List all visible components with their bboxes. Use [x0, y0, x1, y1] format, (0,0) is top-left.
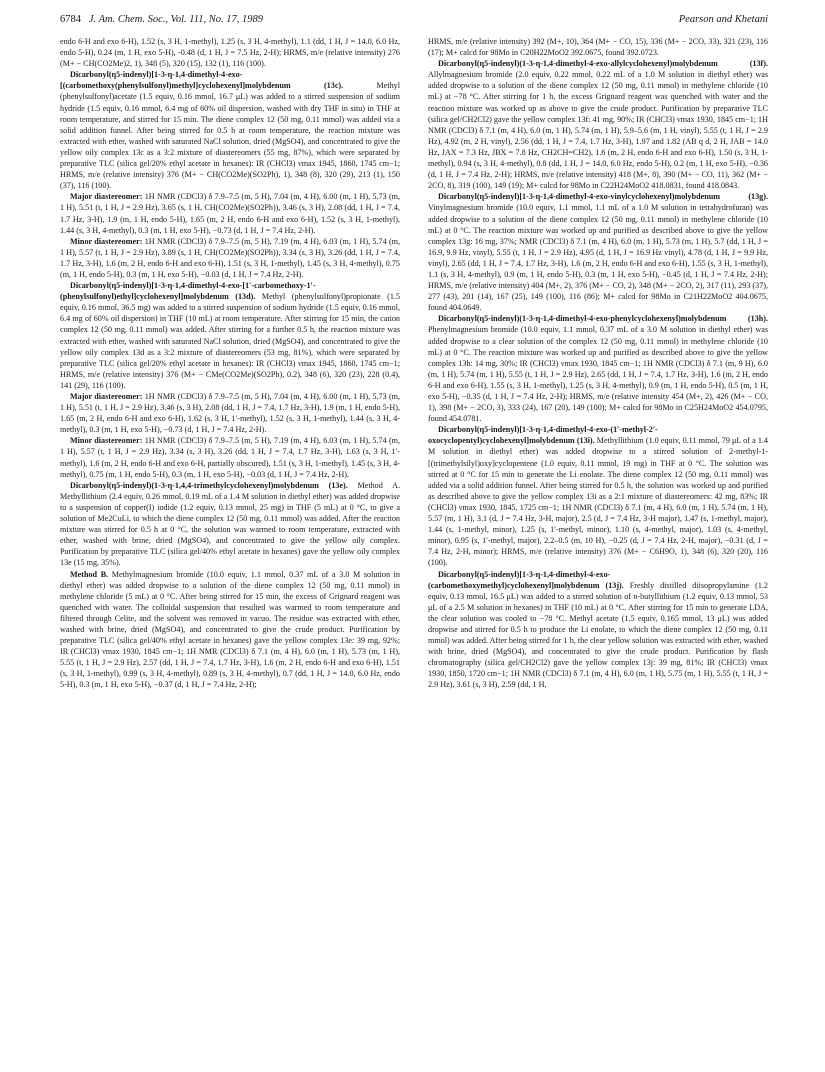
compound-title: Dicarbonyl(η5-indenyl)[1-3-η-1,4-dimethyl-4-exo-(carbomethoxymethyl)cyclohexenyl]molybdenum (13j).	[428, 569, 624, 590]
paragraph-body: 1H NMR (CDCl3) δ 7.9–7.5 (m, 5 H), 7.04 (m, 4 H), 6.00 (m, 1 H), 5.73 (m, 1 H), 5.51 (t, 1 H, J = 2.9 Hz), 3.46 (s, 3 H), 2.08 (dd, 1 H, J = 7.4, 1.7 Hz, 3-H), 1.9 (m, 1 H, endo 5-H), 1.65 (m, 2 H, endo 6-H and exo 6-H), 1.62 (s, 3 H, 1′-methyl), 1.52 (s, 3 H, 1-methyl), 1.44 (s, 3 H, 4-methyl), 0.3 (m, 1 H, exo 5-H), −0.73 (d, 1 H, J = 7.4 Hz, 2-H).	[60, 392, 400, 435]
paragraph-label: Major diastereomer:	[70, 392, 143, 401]
paragraph	[428, 424, 768, 568]
compound-title: Dicarbonyl(η5-indenyl)(1-3-η-1,4,4-trimethylcyclohexenyl)molybdenum (13e).	[70, 480, 348, 490]
paragraph-body: Phenylmagnesium bromide (10.0 equiv, 1.1 mmol, 0.37 mL of a 3.0 M solution in diethyl ether) was added dropwise to a clear solution of the complex 12 (50 mg, 0.11 mmol) in methylene chloride (10 mL) at 0 °C. The reaction mixture was worked up and purified as described above to give the yellow complex 13h: 14 mg, 30%; IR (CHCl3) νmax 1930, 1845 cm−1; 1H NMR (CDCl3) δ 7.1 (m, 9 H), 6.0 (m, 1 H), 5.74 (m, 1 H), 5.55 (t, 1 H, J = 2.9 Hz), 2.65 (dd, 1 H, J = 7.4, 1.7 Hz, 3-H), 1.6 (m, 2 H, endo 6-H and exo 6-H), 1.55 (s, 3 H, 1-methyl), 1.25 (s, 3 H, 4-methyl), 0.9 (m, 1 H, endo 5-H), 0.5 (m, 1 H, exo 5-H), −0.35 (d, 1 H, J = 7.4 Hz, 2-H); HRMS, m/e (relative intensity 454 (M+, 2), 426 (M+ − CO, 1), 398 (M+ − 2CO, 3), 333 (24), 167 (20), 149 (100); M+ calcd for 98Mo in C25H24MoO2 454.0795, found 454.0781.	[428, 325, 768, 424]
paragraph-body: Freshly distilled diisopropylamine (1.2 equiv, 0.13 mmol, 16.5 μL) was added to a stirred solution of n-butyllithium (1.2 equiv, 0.13 mmol, 53 μL of a 2.5 M solution in hexanes) in THF (10 mL) at 0 °C. After stirring for 15 min to generate LDA, the clear solution was cooled to −78 °C. Methyl acetate (1.5 equiv, 0.165 mmol, 13 μL) was added dropwise and stirred for 0.5 h to produce the Li enolate, to which the diene complex 12 (50 mg, 0.11 mmol) was added. After being stirred for 1 h, the clear yellow solution was extracted with ether, washed with brine, dried (MgSO4), and concentrated to give the crude product. Purification by flash chromatography (silica gel/CH2Cl2) gave the yellow complex 13j: 39 mg, 81%; IR (CHCl3) νmax 1930, 1850, 1720 cm−1; 1H NMR (CDCl3) δ 7.1 (m, 4 H), 6.0 (m, 1 H), 5.75 (m, 1 H), 5.55 (t, 1 H, J = 2.9 Hz), 3.61 (s, 3 H), 2.59 (dd, 1 H,	[428, 580, 768, 690]
paragraph	[60, 569, 400, 691]
paragraph	[428, 191, 768, 313]
running-header	[60, 14, 768, 32]
compound-title: Dicarbonyl(η5-indenyl)[1-3-η-1,4-dimethyl-4-exo-[(carbomethoxy(phenylsulfonyl)methyl]cyclohexenyl]molybdenum (13c).	[60, 70, 344, 91]
header-left	[60, 14, 263, 25]
paragraph-body: Allylmagnesium bromide (2.0 equiv, 0.22 mmol, 0.22 mL of a 1.0 M solution in diethyl ether) was added dropwise to a solution of the diene complex 12 (50 mg, 0.11 mmol) in methylene chloride (10 mL) at −78 °C. After stirring for 1 h, the excess Grignard reagent was quenched with water and the reaction mixture was worked up as above to give the crude product. Purification by preparative TLC (silica gel/CH2Cl2) gave the yellow complex 13f: 41 mg, 90%; IR (CHCl3) νmax 1930, 1845 cm−1; 1H NMR (CDCl3) δ 7.1 (m, 4 H), 6.0 (m, 1 H), 5.74 (m, 1 H), 5.9–5.6 (m, 1 H, vinyl), 5.55 (t, 1 H, J = 2.9 Hz), 4.92 (m, 2 H, vinyl), 2.56 (dd, 1 H, J = 7.4, 1.7 Hz, 3-H), 1.97 and 1.82 (AB q d, 2 H, JAB = 14.0 Hz, JAX = 7.3 Hz, JBX = 7.8 Hz, CH2CH=CH2), 1.6 (m, 2 H, endo 6-H and exo 6-H), 1.50 (s, 3 H, 1-methyl), 0.94 (s, 3 H, 4-methyl), 0.8 (dd, 1 H, J = 14.0, 6.0 Hz, endo 5-H), 0.2 (m, 1 H, exo 5-H), −0.36 (d, 1 H, J = 7.4 Hz, 2-H); HRMS, m/e (relative intensity) 418 (M+, 8), 390 (M+ − CO, 11), 362 (M+ − 2CO, 8), 319 (100), 149 (19); M+ calcd for 98Mo in C22H24MoO2 418.0831, found 418.0843.	[428, 70, 768, 191]
paragraph-body: Methyl (phenylsulfonyl)propionate (1.5 equiv, 0.16 mmol, 36.5 mg) was added to a stirred suspension of sodium hydride (1.5 equiv, 0.16 mmol, 6.4 mg of 60% oil dispersion) in THF (10 mL) at room temperature. After stirring for 15 min, the cation complex 12 (50 mg, 0.11 mmol) was added. After stirring for a further 0.5 h, the reaction mixture was extracted with ether, washed with saturated NaCl solution, dried (MgSO4), and concentrated to give the yellow oily complex 13d as a 3:2 mixture of diastereomers (53 mg, 81%), which were separated by preparative TLC (silica gel/20% ethyl acetate in hexanes): IR (CHCl3) νmax 1945, 1860, 1745 cm−1; HRMS, m/e (relative intensity) 376 (M+ − CMe(CO2Me)(SO2Ph), 0.2), 348 (6), 320 (23), 228 (0.4), 141 (29), 116 (100).	[60, 292, 400, 390]
paragraph	[60, 280, 400, 391]
paragraph-label: Method B.	[70, 569, 109, 579]
compound-title: Dicarbonyl(η5-indenyl)[1-3-η-1,4-dimethyl-4-exo-vinylcyclohexenyl)molybdenum (13g).	[438, 192, 768, 202]
paragraph	[60, 36, 400, 69]
paragraph	[60, 435, 400, 479]
compound-title: Dicarbonyl(η5-indenyl)(1-3-η-1,4-dimethyl-4-exo-allylcyclohexenyl)molybdenum (13f).	[438, 59, 768, 69]
page-number: 6784	[60, 14, 81, 25]
right-column	[428, 36, 768, 1051]
paragraph-body: Vinylmagnesium bromide (10.0 equiv, 1.1 mmol, 1.1 mL of a 1.0 M solution in tetrahydrofuran) was added dropwise to a solution of the diene complex 12 (50 mg, 0.11 mmol) in methylene chloride (10 mL) at 0 °C. The reaction mixture was worked up and purified as described above to give the yellow complex 13g: 16 mg, 37%; NMR (CDCl3) δ 7.1 (m, 4 H), 6.0 (m, 1 H), 5.73 (m, 1 H), 5.7 (dd, 1 H, J = 16.9, 9.9 Hz, vinyl), 5.55 (t, 1 H, J = 2.9 Hz), 4.95 (d, 1 H, J = 16.9 Hz vinyl), 4.78 (d, 1 H, J = 9.9 Hz, vinyl), 2.65 (dd, 1 H, J = 7.4, 1.7 Hz, 3-H), 1.6 (m, 2 H, endo 6-H and exo 6-H), 1.55 (s, 3 H, 1-methyl), 1.1 (s, 3 H, 4-methyl), 0.9 (m, 1 H, endo 5-H), 0.3 (m, 1 H, exo 5-H), −0.45 (d, 1 H, J = 7.4 Hz, 2-H); HRMS, m/e (relative intensity) 404 (M+, 2), 376 (M+ − CO, 2), 348 (M+ − 2CO, 2), 317 (11), 293 (37), 277 (43), 201 (14), 167 (25), 149 (100), 116 (86); M+ calcd for 98Mo in C21H22MoO2 404.0675, found 404.0649.	[428, 203, 768, 313]
paragraph-body: HRMS, m/e (relative intensity) 392 (M+, 10), 364 (M+ − CO, 15), 336 (M+ − 2CO, 33), 321 (23), 116 (17); M+ calcd for 98Mo in C20H22MoO2 392.0675, found 392.0723.	[428, 37, 768, 58]
paragraph-body: Methyl (phenylsulfonyl)acetate (1.5 equiv, 0.16 mmol, 16.7 μL) was added to a stirred suspension of sodium hydride (1.5 equiv, 0.16 mmol, 6.4 mg of 60% oil dispersion, washed with dry THF in situ) in THF at room temperature, and stirred for 15 min. The diene complex 12 (50 mg, 0.11 mmol) was added via a solid addition funnel. After being stirred for 0.5 h at room temperature, the reaction mixture was extracted with ether, washed with saturated NaCl solution, dried (MgSO4), and concentrated to give the yellow oily complex 13c as a 3:2 mixture of diastereomers (55 mg, 87%), which were separated by preparative TLC (silica gel/20% ethyl acetate in hexanes): IR (CHCl3) νmax 1945, 1860, 1745 cm−1; HRMS, m/e (relative intensity) 376 (M+ − CH(CO2Me)(SO2Ph), 1), 348 (8), 320 (29), 213 (1), 150 (37), 116 (100).	[60, 81, 400, 191]
paragraph-body: Methyllithium (1.0 equiv, 0.11 mmol, 79 μL of a 1.4 M solution in diethyl ether) was added dropwise to a stirred solution of 2-methyl-1-[(trimethylsilyl)oxy]cyclopentene (1.0 equiv, 0.11 mmol, 19 mg) in THF at 0 °C. The solution was stirred at 0 °C for 15 min to generate the Li enolate. The diene complex 12 (50 mg, 0.11 mmol) was added via a solid addition funnel. After being stirred for 0.5 h, the solution was worked up and purified as described above to give the yellow complex 13i as a 2:1 mixture of diastereomers: 42 mg, 83%; IR (CHCl3) νmax 1930, 1845, 1725 cm−1; 1H NMR (CDCl3) δ 7.1 (m, 4 H), 6.0 (m, 1 H), 5.74 (m, 1 H), 5.57 (m, 1 H), 3.1 (d, J = 7.4 Hz, 3-H, major), 2.5 (d, J = 7.4 Hz, 3-H major), 1.47 (s, 1-methyl, major), 1.44 (s, 1-methyl, minor), 1.25 (s, 1′-methyl, minor), 1.10 (s, 4-methyl, major), 1.03 (s, 4-methyl, minor), 0.95 (s, 1′-methyl, major), 2.2–0.5 (m, 10 H), −0.25 (d, J = 7.4 Hz, 2-H, major), −0.31 (d, J = 7.4 Hz, 2-H, minor); HRMS, m/e (relative intensity) 376 (M+ − C6H9O, 1), 348 (6), 320 (20), 116 (100).	[428, 436, 768, 568]
compound-title: Dicarbonyl(η5-indenyl)[1-3-η-1,4-dimethyl-4-exo-[1′-carbomethoxy-1′-(phenylsulfonyl)ethyl]cyclohexenyl]molybdenum (13d).	[60, 281, 316, 302]
paragraph	[428, 58, 768, 191]
paragraph-label: Major diastereomer:	[70, 192, 143, 202]
paragraph-body: 1H NMR (CDCl3) δ 7.9–7.5 (m, 5 H), 7.19 (m, 4 H), 6.03 (m, 1 H), 5.74 (m, 1 H), 5.57 (t, 1 H, J = 2.9 Hz), 3.89 (s, 1 H, CH(CO2Me)(SO2Ph)), 3.34 (s, 3 H), 3.26 (dd, 1 H, J = 7.4, 1.7 Hz, 3-H), 1.6 (m, 2 H, endo 6-H and exo 6-H), 1.51 (s, 3 H, 1-methyl), 1.45 (s, 3 H, 4-methyl), 0.75 (m, 1 H, endo 5-H), 0.3 (m, 1 H, exo 5-H), −0.03 (d, 1 H, J = 7.4 Hz, 2-H).	[60, 236, 400, 279]
paragraph	[60, 391, 400, 435]
paragraph-label: Minor diastereomer:	[70, 436, 143, 446]
paragraph	[60, 69, 400, 191]
paragraph-label: Minor diastereomer:	[70, 236, 143, 246]
author-names: Pearson and Khetani	[678, 14, 768, 25]
compound-title: Dicarbonyl(η5-indenyl)(1-3-η-1,4-dimethyl-4-exo-phenylcyclohexenyl)molybdenum (13h).	[438, 314, 768, 324]
paragraph	[60, 480, 400, 569]
paragraph	[60, 236, 400, 280]
paragraph-body: 1H NMR (CDCl3) δ 7.9–7.5 (m, 5 H), 7.04 (m, 4 H), 6.00 (m, 1 H), 5.73 (m, 1 H), 5.51 (t, 1 H, J = 2.9 Hz), 3.65 (s, 1 H, CH(CO2Me)(SO2Ph)), 3.46 (s, 3 H), 2.08 (dd, 1 H, J = 7.4, 1.7 Hz, 3-H), 1.9 (m, 1 H, endo 5-H), 1.65 (m, 2 H, endo 6-H and exo 6-H), 1.52 (s, 3 H, 1-methyl), 1.44 (s, 3 H, 4-methyl), 0.3 (m, 1 H, exo 5-H), −0.73 (d, 1 H, J = 7.4 Hz, 2-H).	[60, 192, 400, 235]
left-column	[60, 36, 400, 1051]
paragraph-body: endo 6-H and exo 6-H), 1.52 (s, 3 H, 1-methyl), 1.25 (s, 3 H, 4-methyl), 1.1 (dd, 1 H, J = 14.0, 6.0 Hz, endo 5-H), 0.24 (m, 1 H, exo 5-H), -0.48 (d, 1 H, J = 7.5 Hz, 2-H); HRMS, m/e (relative intensity) 276 (M+ − CH(CO2Me)2, 1), 348 (5), 320 (15), 132 (1), 116 (100).	[60, 37, 400, 69]
paragraph-body: Methylmagnesium bromide (10.0 equiv, 1.1 mmol, 0.37 mL of a 3.0 M solution in diethyl ether) was added dropwise to a solution of the diene complex 12 (50 mg, 0.11 mmol) in methylene chloride (5 mL) at 0 °C. After being stirred for 15 min, the excess of Grignard reagent was quenched with water. The colloidal suspension that resulted was warmed to room temperature and filtered through Celite, and the solvent was removed in vacuo. The residue was extracted with ether, washed with brine, dried (MgSO4), and concentrated to give the crude product. Purification by preparative TLC (silica gel/40% ethyl acetate in hexanes) gave the yellow complex 13e: 39 mg, 92%; IR (CHCl3) νmax 1930, 1845 cm−1; 1H NMR (CDCl3) δ 7.1 (m, 4 H), 6.0 (m, 1 H), 5.73 (m, 1 H), 5.55 (t, 1 H, J = 2.9 Hz), 2.57 (dd, 1 H, J = 7.4, 1.7 Hz, 3-H), 1.6 (m, 2 H, endo 6-H and exo 6-H), 1.51 (s, 3 H, 1-methyl), 0.99 (s, 3 H, 4-methyl), 0.89 (s, 3 H, 4-methyl), 0.7 (dd, 1 H, J = 14.0, 6.0 Hz, endo 5-H), 0.3 (m, 1 H, exo 5-H), −0.37 (d, 1 H, J = 7.4 Hz, 2-H);	[60, 569, 400, 690]
paragraph-body: Method A. Methyllithium (2.4 equiv, 0.26 mmol, 0.19 mL of a 1.4 M solution in diethyl ether) was added dropwise to a suspension of copper(I) iodide (1.2 equiv, 0.13 mmol, 25 mg) in THF (5 mL) at 0 °C, to give a solution of Me2CuLi, to which the diene complex 12 (50 mg, 0.11 mmol) was added. After the reaction mixture was stirred for 0.5 h at 0 °C, the solution was warmed to room temperature, extracted with ether, washed with brine, dried (MgSO4), and concentrated to give the yellow oily complex. Purification by preparative TLC (silica gel/40% ethyl acetate in hexanes) gave the yellow oily complex 13e (15 mg, 35%).	[60, 480, 400, 568]
paragraph	[428, 36, 768, 58]
journal-citation: J. Am. Chem. Soc., Vol. 111, No. 17, 1989	[88, 14, 263, 25]
paragraph	[60, 191, 400, 235]
paragraph	[428, 569, 768, 691]
paragraph	[428, 313, 768, 424]
paragraph-body: 1H NMR (CDCl3) δ 7.9–7.5 (m, 5 H), 7.19 (m, 4 H), 6.03 (m, 1 H), 5.74 (m, 1 H), 5.57 (t, 1 H, J = 2.9 Hz), 3.34 (s, 3 H), 3.26 (dd, 1 H, J = 7.4, 1.7 Hz, 3-H), 1.63 (s, 3 H, 1′-methyl), 1.6 (m, 2 H, endo 6-H and exo 6-H, partially obscured), 1.51 (s, 3 H, 1-methyl), 1.45 (s, 3 H, 4-methyl), 0.75 (m, 1 H, endo 5-H), 0.3 (m, 1 H, exo 5-H), −0.03 (d, 1 H, J = 7.4 Hz, 2-H).	[60, 436, 400, 479]
compound-title: Dicarbonyl(η5-indenyl)[1-3-η-1,4-dimethyl-4-exo-(1′-methyl-2′-oxocyclopentyl)cyclohexenyl]molybdenum (13i).	[428, 425, 658, 446]
